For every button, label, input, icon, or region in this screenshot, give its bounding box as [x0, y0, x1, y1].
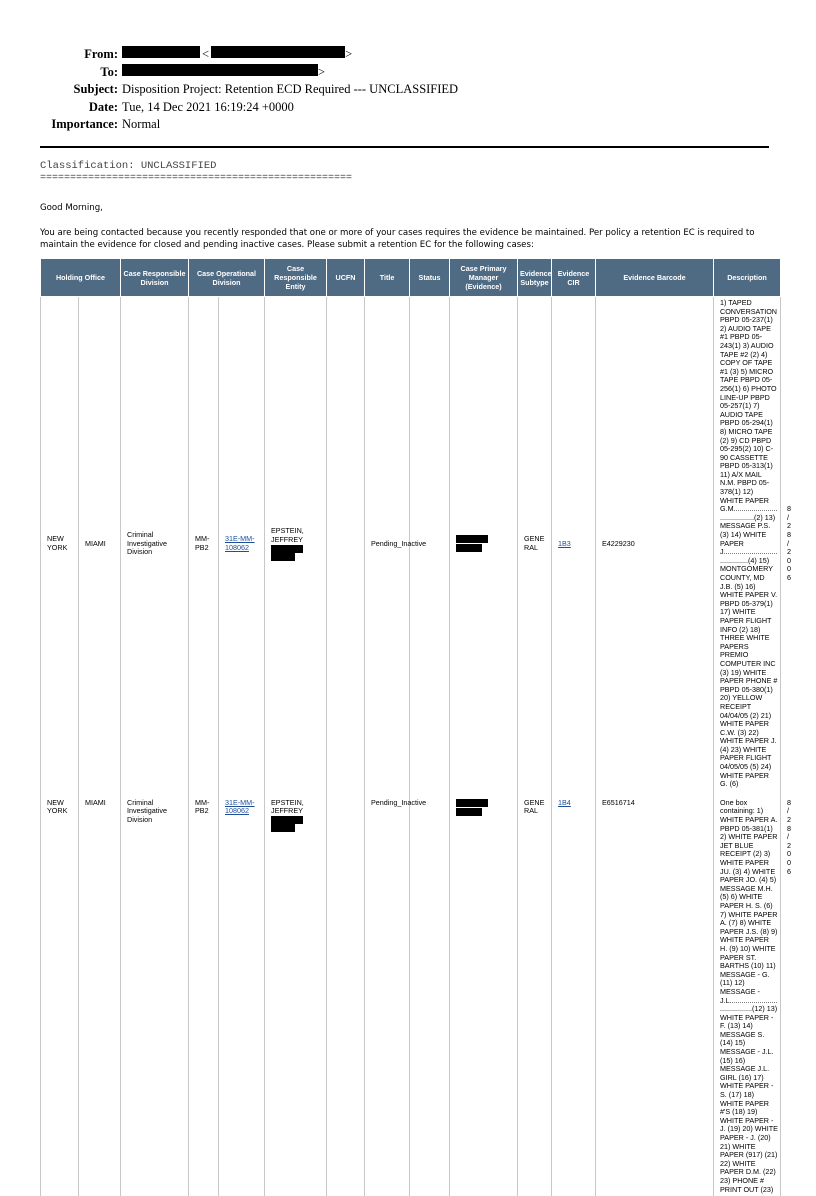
cell-holding-office: NEW YORK	[41, 297, 79, 791]
header-divider	[40, 146, 769, 148]
redaction-block	[271, 816, 303, 824]
cell-cir[interactable]	[552, 791, 596, 1196]
date-text: Tue, 14 Dec 2021 16:19:24 +0000	[122, 99, 294, 114]
cell-manager	[450, 297, 518, 791]
th-case-responsible-division: Case Responsible Division	[121, 259, 189, 297]
from-row	[40, 46, 458, 64]
table-header-row: Holding Office Case Responsible Division Case Operational Division Case Responsible Entity UCFN Title Status Case Primary Manager (Evidence) Evidence Subtype Evidence CIR Evidence Barcode Description Collected On Date	[41, 259, 781, 297]
cell-ucfn	[327, 791, 365, 1196]
cir-link[interactable]: 1B4	[558, 797, 571, 807]
cell-status: Pending_Inactive	[365, 297, 410, 791]
cell-case-number[interactable]	[219, 297, 265, 791]
from-gt: >	[345, 47, 353, 61]
th-title: Title	[365, 259, 410, 297]
redaction-block	[271, 824, 295, 832]
case-link[interactable]: 31E-MM-108062	[225, 797, 255, 816]
cell-responsible-division: Criminal Investigative Division	[121, 791, 189, 1196]
cell-office-city: MIAMI	[79, 791, 121, 1196]
th-status: Status	[410, 259, 450, 297]
cell-description: 1) TAPED CONVERSATION PBPD 05-237(1) 2) AUDIO TAPE #1 PBPD 05-243(1) 3) AUDIO TAPE #2 (2) 4) COPY OF TAPE #1 (3) 5) MICRO TAPE PBPD 05-256(1) 6) PHOTO LINE-UP PBPD 05-257(1) 7) AUDIO TAPE PBPD 05-294(1) 8) MICRO TAPE (2) 9) CD PBPD 05-295(2) 10) C-90 CASSETTE PBPD 05-313(1) 11) A/X MAIL N.M. PBPD 05-378(1) 12) WHITE PAPER G.M.......................................(2) 13) MESSAGE P.S. (3) 14) WHITE PAPER J.........................................(4) 15) MONTGOMERY COUNTY, MD J.B. (5) 16) WHITE PAPER V. PBPD 05-379(1) 17) WHITE PAPER FLIGHT INFO (2) 18) THREE WHITE PAPERS PREMIO COMPUTER INC (3) 19) WHITE PAPER PHONE # PBPD 05-380(1) 20) YELLOW RECEIPT 04/04/05 (2) 21) WHITE PAPER C.W. (3) 22) WHITE PAPER J. (4) 23) WHITE PAPER FLIGHT 04/05/05 (5) 24) WHITE PAPER G. (6)	[714, 297, 781, 791]
cell-operational-division: MM-PB2	[189, 297, 219, 791]
to-gt: >	[318, 64, 326, 79]
importance-text: Normal	[122, 117, 161, 131]
redaction-block	[456, 535, 488, 543]
cell-subtype: GENERAL	[518, 791, 552, 1196]
separator-line: ====================================================	[40, 173, 353, 184]
evidence-table	[40, 258, 816, 1196]
entity-name: EPSTEIN, JEFFREY	[271, 526, 304, 544]
cell-operational-division: MM-PB2	[189, 791, 219, 1196]
redaction-block	[456, 808, 482, 816]
redaction-block	[271, 545, 303, 553]
to-label: To:	[100, 64, 118, 79]
entity-name: EPSTEIN, JEFFREY	[271, 797, 304, 816]
cell-holding-office: NEW YORK	[41, 791, 79, 1196]
th-case-responsible-entity: Case Responsible Entity	[265, 259, 327, 297]
cell-cir[interactable]	[552, 297, 596, 791]
importance-row	[40, 116, 458, 134]
th-evidence-cir: Evidence CIR	[552, 259, 596, 297]
table-row: NEW YORK MIAMI Criminal Investigative Division MM-PB2 31E-MM-108062 EPSTEIN, JEFFREY Pending_Inactive GENERAL 1B4 E6516714 One box containing: 1) WHITE PAPER A. PBPD 05-381(1) 2) WHITE PAPER JET BLUE RECEIPT (2) 3) WHITE PAPER JU. (3) 4) WHITE PAPER JO. (4) 5) MESSAGE M.H. (5) 6) WHITE PAPER H. S. (6) 7) WHITE PAPER A. (7) 8) WHITE PAPER J.S. (8) 9) WHITE PAPER H. (9) 10) WHITE PAPER ST. BARTHS (10) 11) MESSAGE - G. (11) 12) MESSAGE - J.L........................................(12) 13) WHITE PAPER - F. (13) 14) MESSAGE S. (14) 15) MESSAGE - J.L. (15) 16) MESSAGE J.L. GIRL (16) 17) WHITE PAPER - S. (17) 18) WHITE PAPER #'S (18) 19) WHITE PAPER - J. (19) 20) WHITE PAPER - J. (20) 21) WHITE PAPER (917) (21) 22) WHITE PAPER D.M. (22) 23) PHONE # PRINT OUT (23) 8/28/2006	[41, 791, 781, 1196]
cir-link[interactable]: 1B3	[558, 538, 571, 548]
th-ucfn: UCFN	[327, 259, 365, 297]
redaction-block	[122, 46, 200, 58]
from-label: From:	[84, 47, 118, 61]
cell-barcode: E6516714	[596, 791, 714, 1196]
importance-label: Importance:	[51, 117, 118, 131]
th-description: Description	[714, 259, 781, 297]
date-row	[40, 99, 458, 117]
cell-description: One box containing: 1) WHITE PAPER A. PBPD 05-381(1) 2) WHITE PAPER JET BLUE RECEIPT (2) 3) WHITE PAPER JU. (3) 4) WHITE PAPER JO. (4) 5) MESSAGE M.H. (5) 6) WHITE PAPER H. S. (6) 7) WHITE PAPER A. (7) 8) WHITE PAPER J.S. (8) 9) WHITE PAPER H. (9) 10) WHITE PAPER ST. BARTHS (10) 11) MESSAGE - G. (11) 12) MESSAGE - J.L........................................(12) 13) WHITE PAPER - F. (13) 14) MESSAGE S. (14) 15) MESSAGE - J.L. (15) 16) MESSAGE J.L. GIRL (16) 17) WHITE PAPER - S. (17) 18) WHITE PAPER #'S (18) 19) WHITE PAPER - J. (19) 20) WHITE PAPER - J. (20) 21) WHITE PAPER (917) (21) 22) WHITE PAPER D.M. (22) 23) PHONE # PRINT OUT (23)	[714, 791, 781, 1196]
cell-barcode: E4229230	[596, 297, 714, 791]
cell-status: Pending_Inactive	[365, 791, 410, 1196]
to-row	[40, 64, 458, 82]
classification-banner: Classification: UNCLASSIFIED	[40, 160, 217, 172]
cell-blank	[410, 791, 450, 1196]
redaction-block	[211, 46, 345, 58]
cell-subtype: GENERAL	[518, 297, 552, 791]
email-header	[40, 46, 458, 134]
greeting: Good Morning,	[40, 203, 103, 213]
cell-ucfn	[327, 297, 365, 791]
th-evidence-subtype: Evidence Subtype	[518, 259, 552, 297]
cell-responsible-division: Criminal Investigative Division	[121, 297, 189, 791]
cell-entity	[265, 791, 327, 1196]
message-body: You are being contacted because you recently responded that one or more of your cases requires the evidence be maintained. Per policy a retention EC is required to maintain the evidence for closed and pending inactive cases. Please submit a retention EC for the following cases:	[40, 228, 755, 250]
date-label: Date:	[88, 99, 118, 114]
table-row: NEW YORK MIAMI Criminal Investigative Division MM-PB2 31E-MM-108062 EPSTEIN, JEFFREY Pending_Inactive GENERAL 1B3 E4229230 1) TAPED CONVERSATION PBPD 05-237(1) 2) AUDIO TAPE #1 PBPD 05-243(1) 3) AUDIO TAPE #2 (2) 4) COPY OF TAPE #1 (3) 5) MICRO TAPE PBPD 05-256(1) 6) PHOTO LINE-UP PBPD 05-257(1) 7) AUDIO TAPE PBPD 05-294(1) 8) MICRO TAPE (2) 9) CD PBPD 05-295(2) 10) C-90 CASSETTE PBPD 05-313(1) 11) A/X MAIL N.M. PBPD 05-378(1) 12) WHITE PAPER G.M.......................................(2) 13) MESSAGE P.S. (3) 14) WHITE PAPER J.........................................(4) 15) MONTGOMERY COUNTY, MD J.B. (5) 16) WHITE PAPER V. PBPD 05-379(1) 17) WHITE PAPER FLIGHT INFO (2) 18) THREE WHITE PAPERS PREMIO COMPUTER INC (3) 19) WHITE PAPER PHONE # PBPD 05-380(1) 20) YELLOW RECEIPT 04/04/05 (2) 21) WHITE PAPER C.W. (3) 22) WHITE PAPER J. (4) 23) WHITE PAPER FLIGHT 04/05/05 (5) 24) WHITE PAPER G. (6) 8/28/2006	[41, 297, 781, 791]
subject-label: Subject:	[73, 82, 118, 96]
th-evidence-barcode: Evidence Barcode	[596, 259, 714, 297]
th-holding-office: Holding Office	[41, 259, 121, 297]
redaction-block	[456, 799, 488, 807]
redaction-block	[456, 544, 482, 552]
cell-entity	[265, 297, 327, 791]
case-link[interactable]: 31E-MM-108062	[225, 534, 255, 552]
subject-row	[40, 81, 458, 99]
redaction-block	[271, 553, 295, 561]
redaction-block	[122, 64, 318, 76]
cell-office-city: MIAMI	[79, 297, 121, 791]
cell-case-number[interactable]	[219, 791, 265, 1196]
from-lt: <	[202, 47, 210, 61]
subject-text: Disposition Project: Retention ECD Required --- UNCLASSIFIED	[122, 82, 459, 96]
th-case-primary-manager: Case Primary Manager (Evidence)	[450, 259, 518, 297]
th-case-operational-division: Case Operational Division	[189, 259, 265, 297]
cell-manager	[450, 791, 518, 1196]
